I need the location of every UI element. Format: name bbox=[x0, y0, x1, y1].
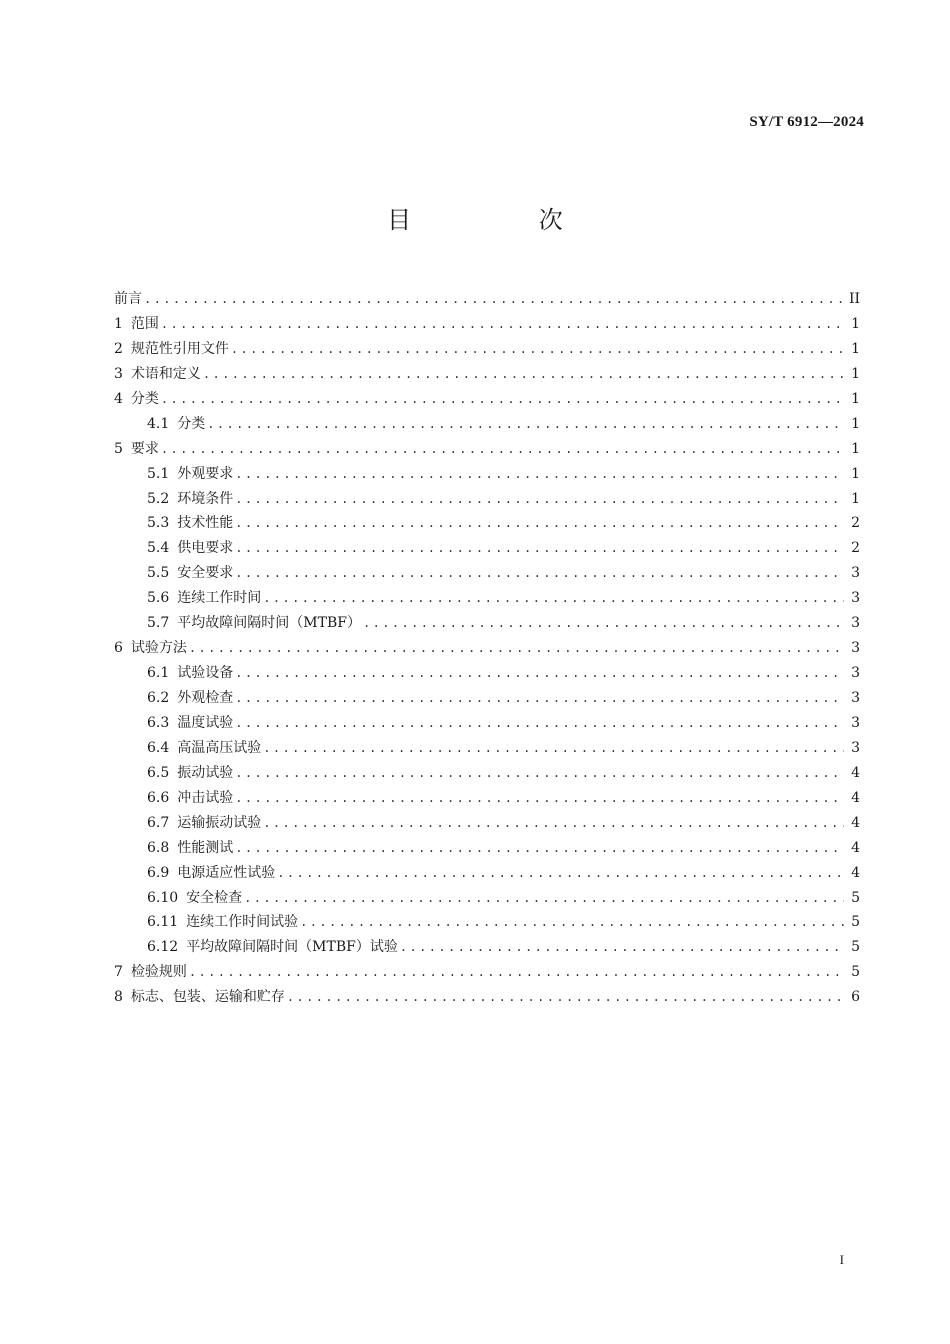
toc-entry[interactable] bbox=[114, 762, 860, 787]
toc-entry-page: 3 bbox=[851, 590, 860, 607]
toc-entry-text: 范围 bbox=[130, 315, 159, 332]
toc-entry-number: 2 bbox=[114, 340, 123, 357]
dot-leader bbox=[300, 915, 844, 929]
toc-entry-number: 6.11 bbox=[147, 914, 179, 931]
dot-leader bbox=[203, 367, 844, 381]
toc-entry-label bbox=[147, 537, 235, 557]
toc-entry-page: 4 bbox=[851, 839, 860, 856]
toc-entry-text: 温度试验 bbox=[177, 714, 234, 731]
toc-entry-text: 安全检查 bbox=[186, 889, 243, 906]
dot-leader bbox=[189, 965, 844, 979]
toc-entry[interactable] bbox=[114, 961, 860, 986]
toc-entry-label bbox=[147, 687, 235, 707]
toc-entry-text: 运输振动试验 bbox=[177, 814, 262, 831]
toc-entry-page: 3 bbox=[851, 690, 860, 706]
dot-leader bbox=[287, 990, 844, 1004]
toc-entry[interactable] bbox=[114, 537, 860, 562]
dot-leader bbox=[235, 467, 844, 481]
toc-entry-page: 5 bbox=[851, 914, 860, 931]
toc-entry[interactable] bbox=[114, 488, 860, 513]
toc-entry-number: 6.2 bbox=[147, 690, 170, 706]
toc-entry-text: 分类 bbox=[130, 390, 159, 407]
toc-entry-number: 5.1 bbox=[147, 465, 170, 482]
dot-leader bbox=[235, 716, 844, 730]
toc-entry-label bbox=[147, 612, 363, 632]
toc-entry-page: 3 bbox=[851, 665, 860, 682]
toc-entry-text: 前言 bbox=[114, 291, 142, 307]
toc-entry-number: 7 bbox=[114, 964, 123, 981]
toc-entry-text: 电源适应性试验 bbox=[177, 864, 276, 881]
toc-entry-page: 5 bbox=[851, 939, 860, 956]
toc-entry-number: 6.7 bbox=[147, 814, 170, 831]
dot-leader bbox=[235, 541, 844, 555]
toc-entry[interactable] bbox=[114, 812, 860, 837]
toc-entry-text: 规范性引用文件 bbox=[130, 340, 229, 357]
toc-entry[interactable] bbox=[114, 887, 860, 912]
toc-entry-text: 外观要求 bbox=[177, 465, 234, 482]
toc-entry[interactable] bbox=[114, 288, 860, 313]
toc-entry-label bbox=[147, 712, 235, 732]
toc-entry-page: 4 bbox=[851, 814, 860, 831]
toc-entry-text: 分类 bbox=[177, 415, 206, 432]
toc-entry-text: 连续工作时间试验 bbox=[186, 914, 299, 931]
toc-entry-number: 3 bbox=[114, 365, 123, 382]
toc-entry-page: 3 bbox=[851, 565, 860, 582]
toc-entry-page: 1 bbox=[851, 365, 860, 382]
toc-entry[interactable] bbox=[114, 737, 860, 762]
page-number: I bbox=[839, 1252, 844, 1267]
toc-entry-text: 安全要求 bbox=[177, 565, 234, 582]
toc-entry-label bbox=[147, 488, 235, 508]
toc-entry[interactable] bbox=[114, 712, 860, 737]
toc-entry-number: 6.9 bbox=[147, 864, 170, 881]
dot-leader bbox=[263, 591, 844, 605]
dot-leader bbox=[189, 641, 844, 655]
toc-entry[interactable] bbox=[114, 837, 860, 862]
table-of-contents bbox=[114, 288, 860, 1011]
toc-entry-number: 6.3 bbox=[147, 714, 170, 731]
toc-entry-label bbox=[114, 338, 231, 358]
toc-entry-number: 6 bbox=[114, 640, 123, 657]
toc-entry-text: 平均故障间隔时间（MTBF）试验 bbox=[186, 939, 398, 956]
toc-entry-label bbox=[147, 787, 235, 807]
toc-entry[interactable] bbox=[114, 612, 860, 637]
toc-entry-label bbox=[147, 512, 235, 532]
toc-entry-label bbox=[114, 313, 161, 333]
dot-leader bbox=[161, 392, 844, 406]
toc-entry-number: 5.5 bbox=[147, 565, 170, 582]
dot-leader bbox=[231, 342, 844, 356]
toc-entry-label bbox=[147, 762, 235, 782]
dot-leader bbox=[235, 791, 844, 805]
toc-entry[interactable] bbox=[114, 438, 860, 463]
toc-entry-page: 1 bbox=[851, 440, 860, 457]
toc-entry-page: 1 bbox=[851, 490, 860, 507]
toc-entry[interactable] bbox=[114, 388, 860, 413]
toc-entry-page: 4 bbox=[851, 864, 860, 881]
dot-leader bbox=[161, 317, 844, 331]
toc-entry[interactable] bbox=[114, 338, 860, 363]
toc-entry-text: 供电要求 bbox=[177, 540, 234, 557]
toc-entry-page: 1 bbox=[851, 465, 860, 482]
toc-entry-page: 3 bbox=[851, 615, 860, 632]
toc-entry-label bbox=[114, 363, 203, 383]
toc-entry-label bbox=[147, 562, 235, 582]
toc-entry-label bbox=[147, 862, 277, 882]
toc-entry-text: 高温高压试验 bbox=[177, 739, 262, 756]
dot-leader bbox=[207, 417, 844, 431]
toc-entry-page: 5 bbox=[851, 889, 860, 906]
toc-entry-number: 1 bbox=[114, 315, 123, 332]
toc-entry-label bbox=[114, 438, 161, 458]
toc-entry-page: 2 bbox=[851, 540, 860, 557]
toc-entry[interactable] bbox=[114, 862, 860, 887]
dot-leader bbox=[144, 292, 843, 306]
toc-entry-text: 平均故障间隔时间（MTBF） bbox=[177, 615, 361, 632]
toc-entry-label bbox=[114, 986, 287, 1006]
dot-leader bbox=[161, 442, 844, 456]
toc-entry-number: 6.5 bbox=[147, 764, 170, 781]
toc-entry-page: 3 bbox=[851, 739, 860, 756]
toc-entry-label bbox=[147, 662, 235, 682]
toc-entry-text: 环境条件 bbox=[177, 490, 234, 507]
toc-entry-page: 1 bbox=[851, 340, 860, 357]
toc-entry-label bbox=[114, 961, 189, 981]
dot-leader bbox=[235, 566, 844, 580]
toc-entry[interactable] bbox=[114, 911, 860, 936]
document-code: SY/T 6912—2024 bbox=[749, 114, 864, 130]
toc-entry[interactable] bbox=[114, 463, 860, 488]
toc-entry-text: 要求 bbox=[130, 440, 159, 457]
toc-entry-page: 4 bbox=[851, 764, 860, 781]
toc-entry-text: 外观检查 bbox=[177, 690, 234, 706]
toc-entry-label bbox=[114, 388, 161, 408]
toc-entry[interactable] bbox=[114, 687, 860, 712]
toc-entry-label bbox=[147, 463, 235, 483]
toc-entry[interactable] bbox=[114, 787, 860, 812]
toc-entry[interactable] bbox=[114, 562, 860, 587]
toc-entry-page: 2 bbox=[851, 515, 860, 532]
toc-entry-page: 1 bbox=[851, 390, 860, 407]
toc-entry-text: 试验方法 bbox=[130, 640, 187, 657]
toc-entry-number: 5.4 bbox=[147, 540, 170, 557]
toc-entry-label bbox=[147, 812, 263, 832]
toc-entry[interactable] bbox=[114, 313, 860, 338]
dot-leader bbox=[244, 891, 844, 905]
toc-entry-number: 4.1 bbox=[147, 415, 170, 432]
toc-entry-text: 冲击试验 bbox=[177, 789, 234, 806]
toc-entry-number: 6.1 bbox=[147, 665, 170, 682]
dot-leader bbox=[235, 766, 844, 780]
dot-leader bbox=[263, 741, 844, 755]
toc-entry-page: II bbox=[848, 291, 860, 307]
toc-entry[interactable] bbox=[114, 512, 860, 537]
dot-leader bbox=[235, 516, 844, 530]
dot-leader bbox=[400, 940, 844, 954]
toc-entry-number: 8 bbox=[114, 989, 123, 1006]
toc-entry-number: 5.7 bbox=[147, 615, 170, 632]
dot-leader bbox=[235, 691, 844, 705]
toc-entry-page: 3 bbox=[851, 714, 860, 731]
toc-entry-number: 6.4 bbox=[147, 739, 170, 756]
toc-entry[interactable] bbox=[114, 986, 860, 1011]
toc-entry-page: 4 bbox=[851, 789, 860, 806]
toc-entry-number: 5 bbox=[114, 440, 123, 457]
toc-entry-number: 5.2 bbox=[147, 490, 170, 507]
toc-entry-text: 技术性能 bbox=[177, 515, 234, 532]
toc-entry-page: 6 bbox=[851, 989, 860, 1006]
toc-entry-label bbox=[114, 288, 144, 308]
toc-entry-label bbox=[147, 737, 263, 757]
toc-entry-number: 6.10 bbox=[147, 889, 179, 906]
toc-entry-label bbox=[114, 637, 189, 657]
toc-entry-page: 1 bbox=[851, 415, 860, 432]
toc-entry[interactable] bbox=[114, 413, 860, 438]
toc-entry-text: 振动试验 bbox=[177, 764, 234, 781]
dot-leader bbox=[363, 616, 844, 630]
toc-entry-text: 术语和定义 bbox=[130, 365, 201, 382]
toc-entry-label bbox=[147, 837, 235, 857]
page-title: 目 次 bbox=[387, 206, 623, 234]
toc-entry[interactable] bbox=[114, 662, 860, 687]
toc-entry-text: 检验规则 bbox=[130, 964, 187, 981]
dot-leader bbox=[235, 492, 844, 506]
toc-entry-page: 3 bbox=[851, 640, 860, 657]
toc-entry[interactable] bbox=[114, 936, 860, 961]
dot-leader bbox=[235, 841, 844, 855]
dot-leader bbox=[235, 666, 844, 680]
toc-entry-number: 6.6 bbox=[147, 789, 170, 806]
toc-entry-label bbox=[147, 887, 244, 907]
toc-entry-number: 4 bbox=[114, 390, 123, 407]
toc-entry[interactable] bbox=[114, 637, 860, 662]
toc-entry-number: 6.8 bbox=[147, 839, 170, 856]
toc-entry-page: 5 bbox=[851, 964, 860, 981]
toc-entry-text: 试验设备 bbox=[177, 665, 234, 682]
dot-leader bbox=[263, 816, 844, 830]
toc-entry-label bbox=[147, 936, 400, 956]
toc-entry-number: 5.6 bbox=[147, 590, 170, 607]
toc-entry-label bbox=[147, 413, 207, 433]
toc-entry-page: 1 bbox=[851, 315, 860, 332]
toc-entry-text: 标志、包装、运输和贮存 bbox=[130, 989, 285, 1006]
toc-entry-label bbox=[147, 911, 300, 931]
toc-entry-label bbox=[147, 587, 263, 607]
toc-entry-text: 连续工作时间 bbox=[177, 590, 262, 607]
toc-entry-number: 5.3 bbox=[147, 515, 170, 532]
dot-leader bbox=[277, 866, 844, 880]
toc-entry[interactable] bbox=[114, 587, 860, 612]
toc-entry-text: 性能测试 bbox=[177, 839, 234, 856]
toc-entry[interactable] bbox=[114, 363, 860, 388]
toc-entry-number: 6.12 bbox=[147, 939, 179, 956]
